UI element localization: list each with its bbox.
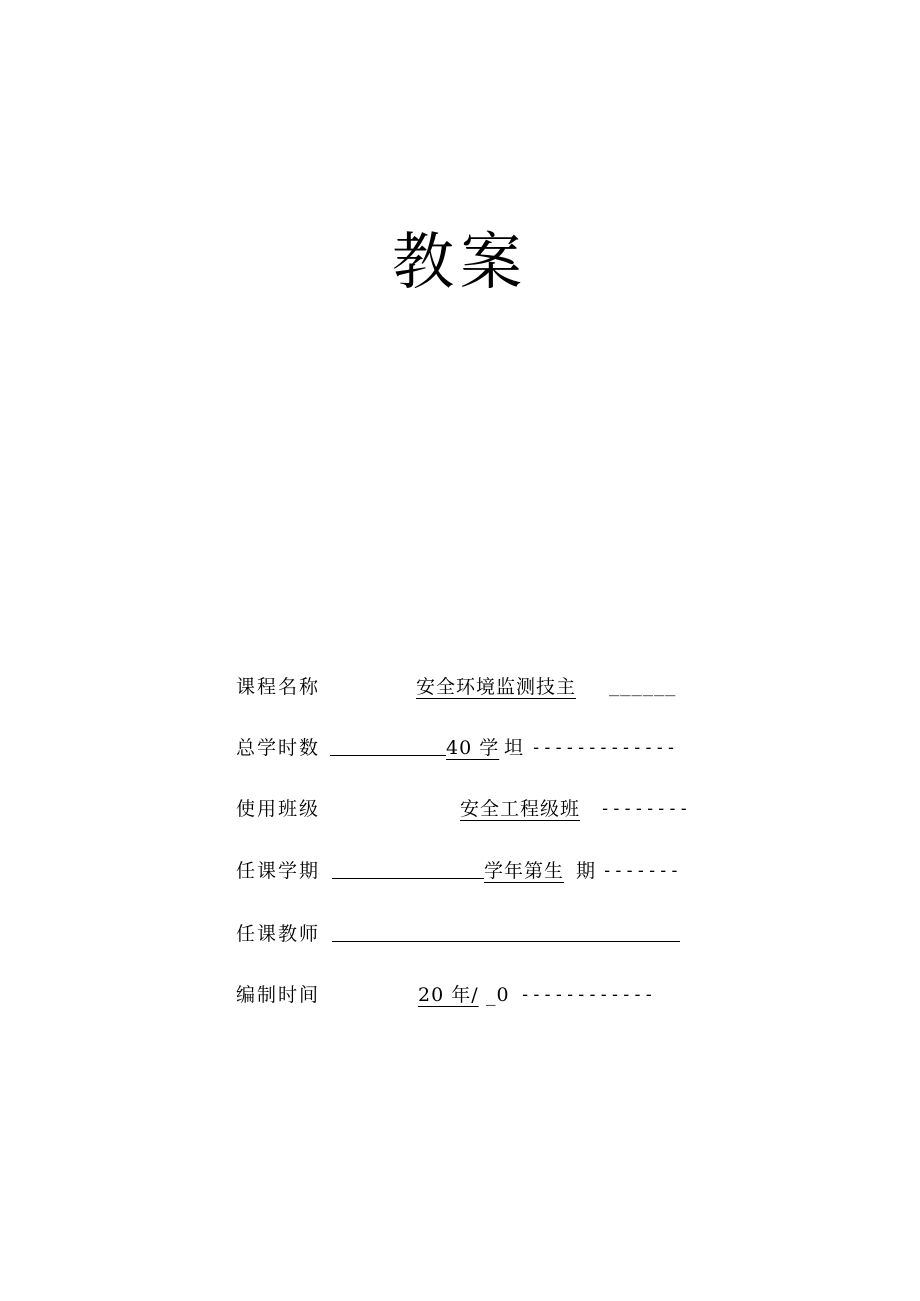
teacher-field — [236, 919, 682, 949]
class-field — [236, 794, 698, 824]
term-suffix: 期 — [576, 860, 597, 882]
class-trail: -------- — [600, 799, 690, 819]
term-value: 学年第生 — [484, 860, 565, 882]
term-field — [236, 856, 686, 886]
teacher-blank-line — [332, 941, 680, 942]
total-hours-trail: ------------- — [531, 738, 678, 758]
term-label: 任课学期 — [236, 860, 321, 882]
total-hours-label: 总学时数 — [236, 737, 321, 759]
class-value: 安全工程级班 — [460, 798, 581, 820]
course-name-value: 安全环境监测技主 — [416, 676, 577, 698]
compile-time-label: 编制时间 — [236, 984, 321, 1006]
teacher-label: 任课教师 — [236, 923, 321, 945]
compile-time-trail: ------------ — [520, 985, 655, 1005]
total-hours-field — [236, 733, 686, 763]
term-blank-line — [332, 878, 484, 879]
term-trail: ------- — [602, 861, 681, 881]
compile-time-field — [236, 980, 686, 1010]
course-name-label: 课程名称 — [236, 676, 321, 698]
total-hours-unit: 坦 — [504, 737, 525, 759]
compile-time-value: 20 年/ — [418, 984, 479, 1006]
course-name-field — [236, 672, 706, 702]
page-title: 教案 — [391, 225, 528, 298]
total-hours-value: 40 学 — [446, 737, 500, 759]
class-label: 使用班级 — [236, 798, 321, 820]
total-hours-blank-line — [330, 755, 446, 756]
course-name-trail: ______ — [609, 677, 677, 697]
compile-time-month: _0 — [486, 984, 510, 1006]
